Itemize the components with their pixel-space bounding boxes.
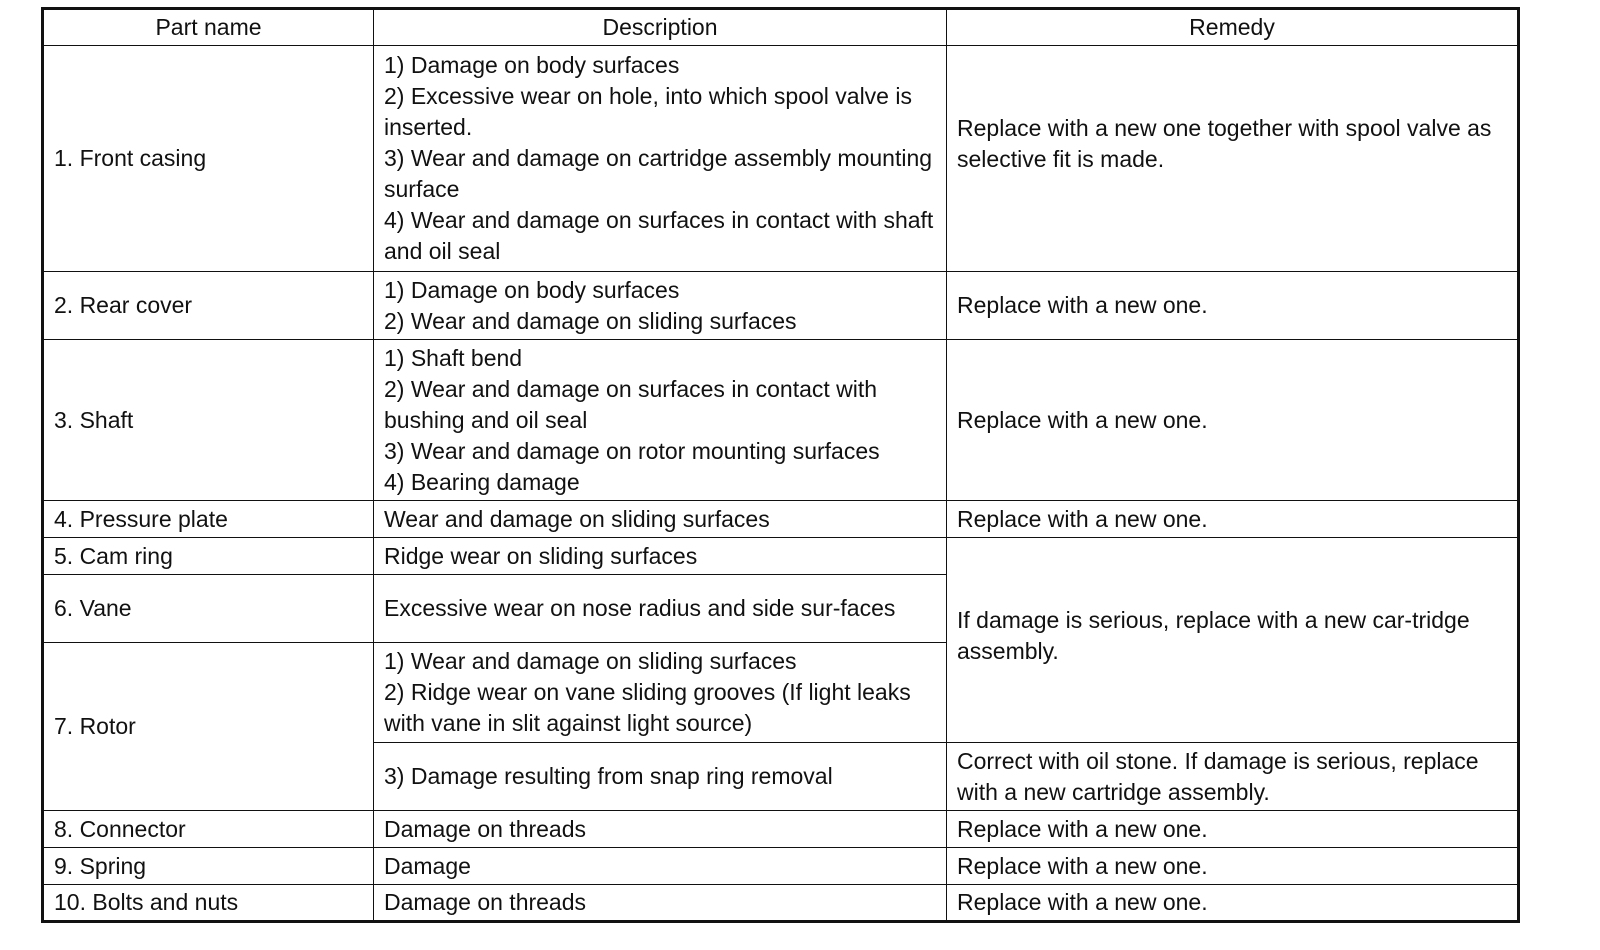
description-line: Damage on threads	[384, 889, 587, 915]
description-line: 3) Damage resulting from snap ring removal	[384, 763, 833, 789]
description-cell	[374, 340, 947, 501]
table-row	[43, 272, 1519, 340]
part-name-cell: 3. Shaft	[43, 340, 374, 501]
table-row	[43, 340, 1519, 501]
table-row	[43, 501, 1519, 538]
description-cell	[374, 848, 947, 885]
header-remedy: Remedy	[947, 9, 1519, 46]
table-row	[43, 46, 1519, 272]
description-line: 4) Bearing damage	[384, 468, 580, 495]
header-part-name: Part name	[43, 9, 374, 46]
description-line: Damage	[384, 852, 471, 879]
description-cell	[374, 272, 947, 340]
remedy-cell: Replace with a new one.	[947, 811, 1519, 848]
description-line: 4) Wear and damage on surfaces in contact with shaft and oil seal	[384, 207, 934, 264]
part-name-cell: 6. Vane	[43, 575, 374, 643]
description-line: 2) Wear and damage on sliding surfaces	[384, 307, 797, 334]
remedy-cell: Replace with a new one.	[947, 848, 1519, 885]
description-line: 1) Damage on body surfaces	[384, 276, 680, 303]
description-line: 1) Shaft bend	[384, 344, 523, 371]
part-name-cell: 4. Pressure plate	[43, 501, 374, 538]
remedy-cell: If damage is serious, replace with a new car-tridge assembly.	[947, 538, 1519, 743]
description-line: Wear and damage on sliding surfaces	[384, 505, 770, 532]
remedy-cell: Correct with oil stone. If damage is serious, replace with a new cartridge assembly.	[947, 743, 1519, 811]
table-row	[43, 538, 1519, 575]
description-line: 2) Ridge wear on vane sliding grooves (If light leaks with vane in slit against light source)	[384, 679, 911, 736]
table-row	[43, 811, 1519, 848]
remedy-cell: Replace with a new one.	[947, 340, 1519, 501]
description-line: 2) Wear and damage on surfaces in contact with bushing and oil seal	[384, 375, 878, 433]
description-cell	[374, 885, 947, 922]
remedy-cell: Replace with a new one.	[947, 885, 1519, 922]
description-cell	[374, 811, 947, 848]
part-name-cell: 2. Rear cover	[43, 272, 374, 340]
part-name-cell: 5. Cam ring	[43, 538, 374, 575]
description-line: 3) Wear and damage on cartridge assembly mounting surface	[384, 145, 933, 202]
description-cell	[374, 501, 947, 538]
description-line: Damage on threads	[384, 815, 587, 842]
part-name-cell: 10. Bolts and nuts	[43, 885, 374, 922]
header-description: Description	[374, 9, 947, 46]
description-line: Excessive wear on nose radius and side sur-faces	[384, 595, 896, 621]
description-cell	[374, 643, 947, 743]
inspection-table-container	[41, 7, 1517, 923]
part-name-cell: 1. Front casing	[43, 46, 374, 272]
part-name-cell: 7. Rotor	[43, 643, 374, 811]
inspection-table	[41, 7, 1520, 923]
remedy-cell: Replace with a new one together with spool valve as selective fit is made.	[947, 46, 1519, 272]
remedy-cell: Replace with a new one.	[947, 501, 1519, 538]
description-line: 3) Wear and damage on rotor mounting surfaces	[384, 437, 880, 464]
table-row	[43, 848, 1519, 885]
description-line: 1) Wear and damage on sliding surfaces	[384, 648, 797, 674]
description-cell	[374, 743, 947, 811]
table-row	[43, 885, 1519, 922]
description-cell	[374, 538, 947, 575]
part-name-cell: 8. Connector	[43, 811, 374, 848]
description-line: Ridge wear on sliding surfaces	[384, 542, 698, 569]
table-header-row	[43, 9, 1519, 46]
description-cell	[374, 46, 947, 272]
description-line: 2) Excessive wear on hole, into which spool valve is inserted.	[384, 83, 912, 140]
part-name-cell: 9. Spring	[43, 848, 374, 885]
description-line: 1) Damage on body surfaces	[384, 52, 680, 78]
description-cell	[374, 575, 947, 643]
remedy-cell: Replace with a new one.	[947, 272, 1519, 340]
